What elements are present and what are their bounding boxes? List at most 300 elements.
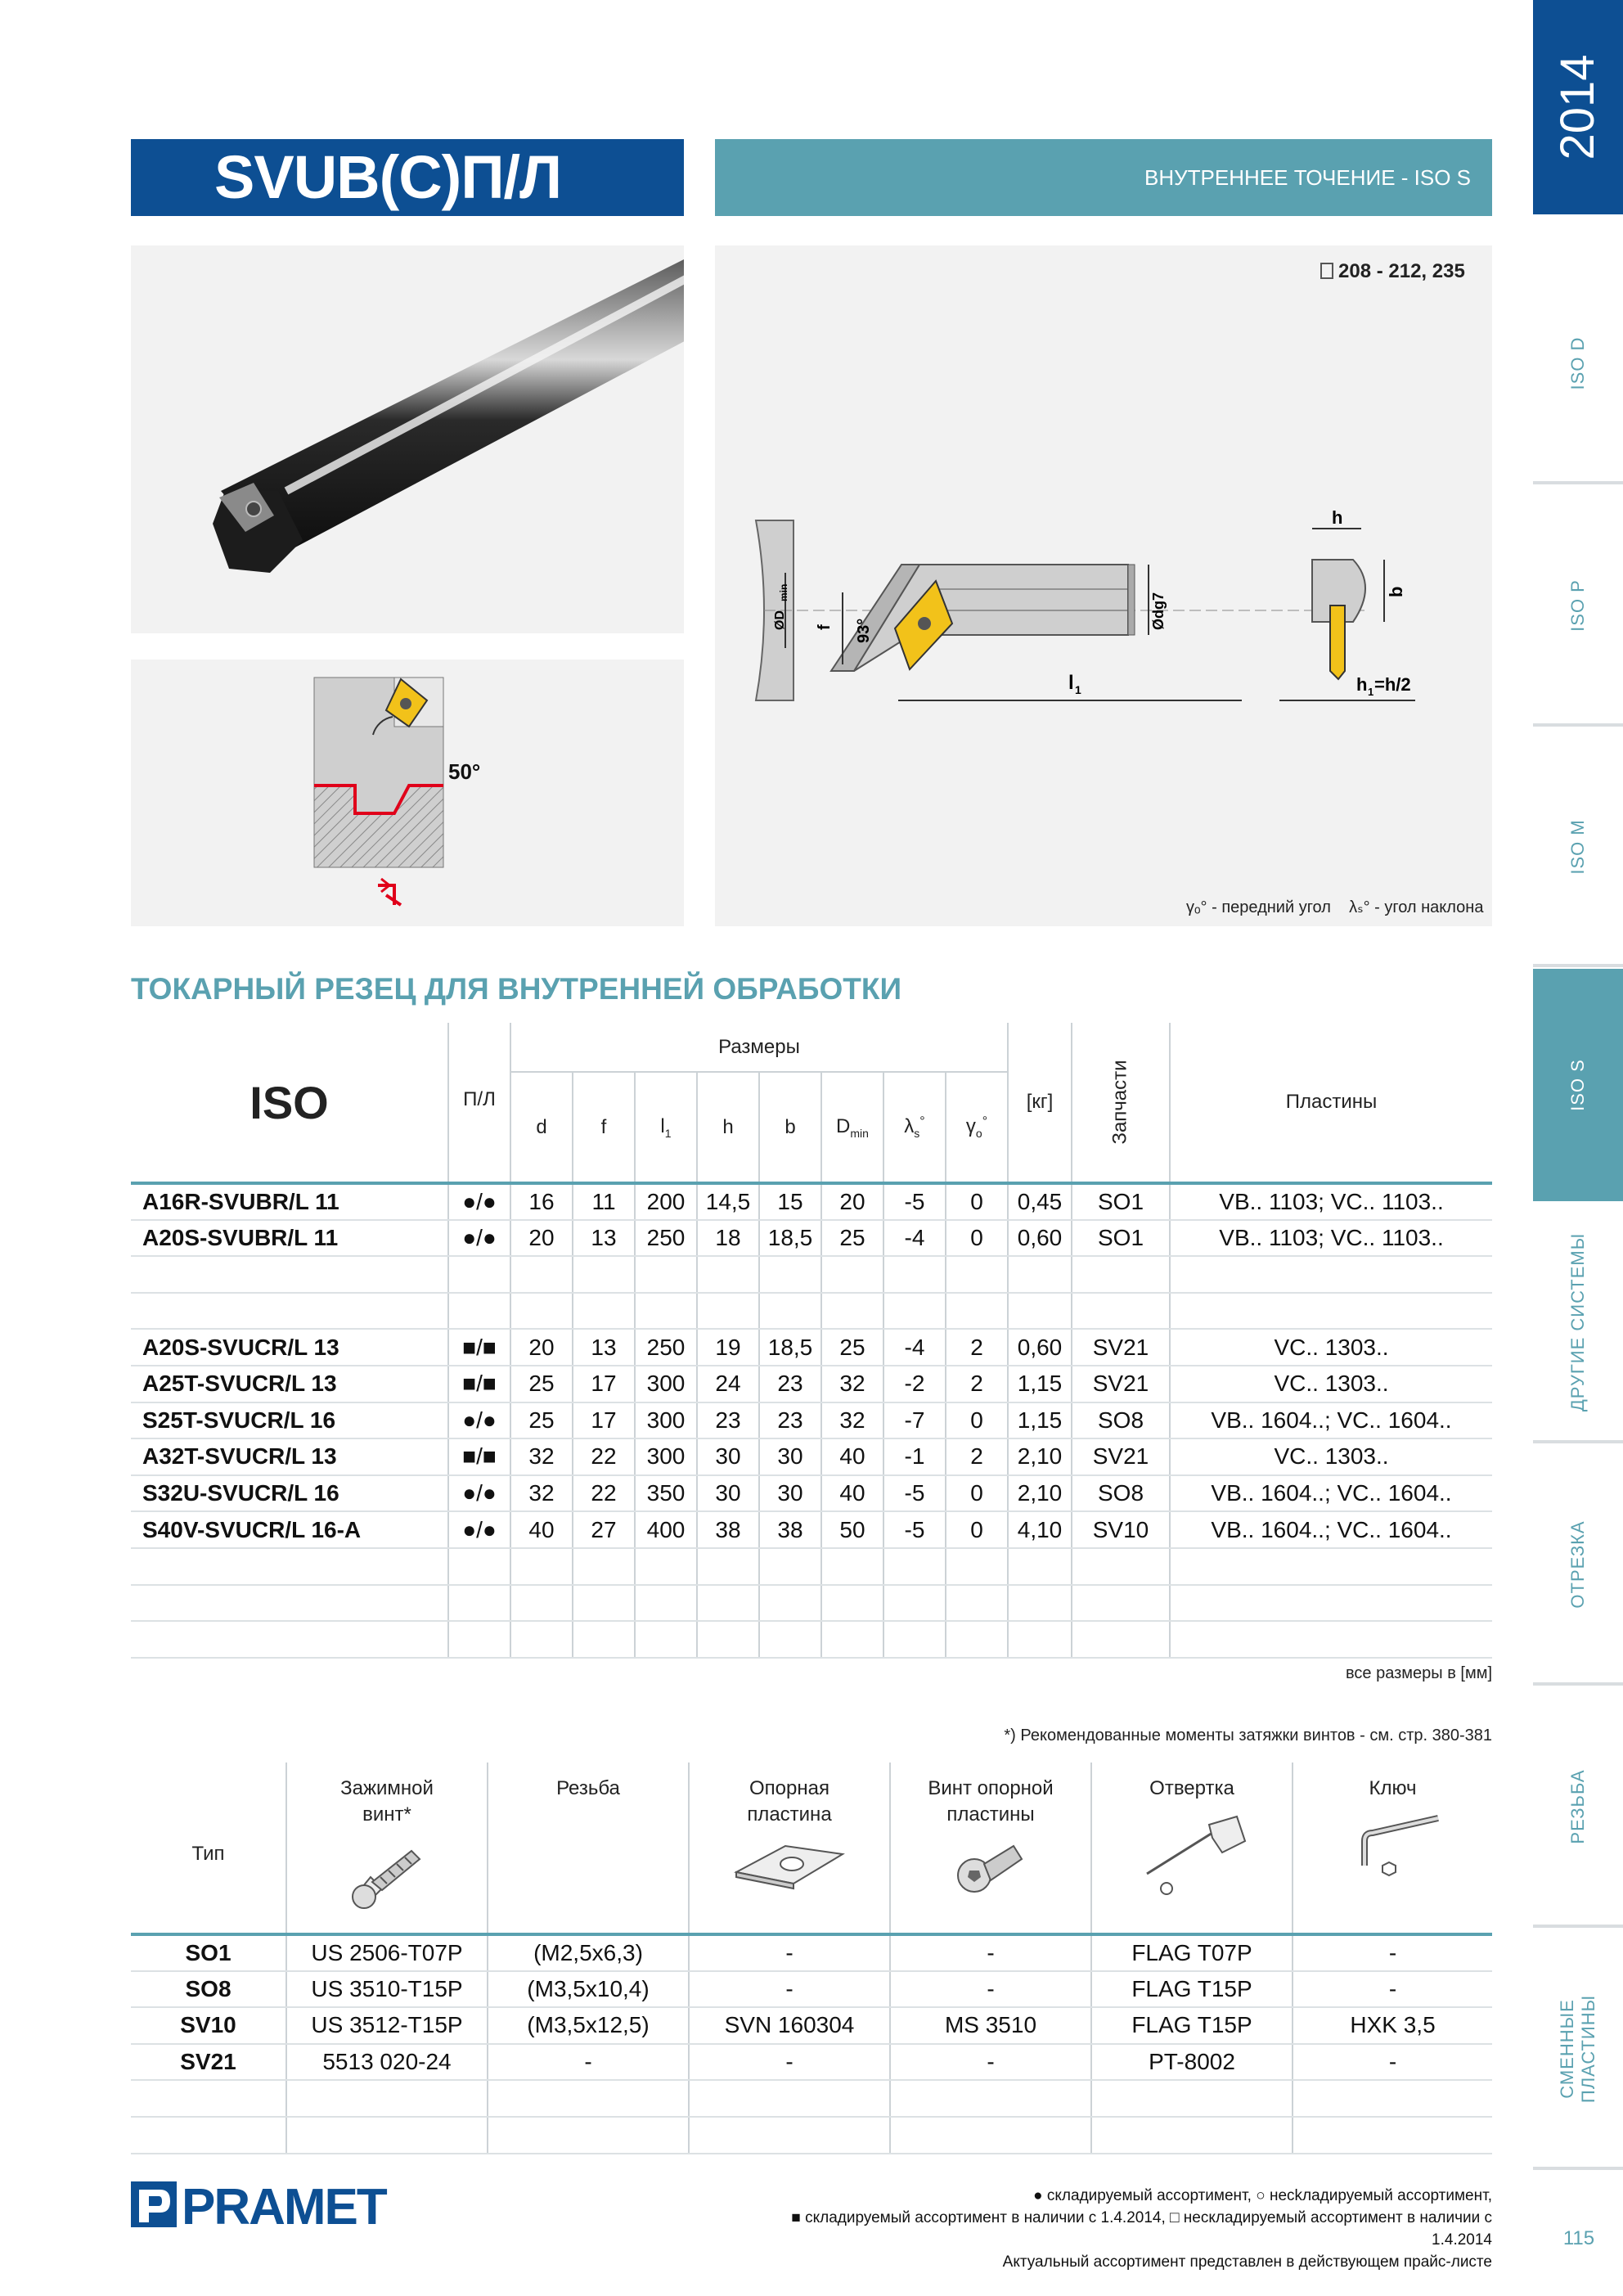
cell-key: HXK 3,5: [1293, 2007, 1492, 2044]
cell-code: A20S-SVUCR/L 13: [131, 1329, 448, 1366]
screw-icon: [338, 1835, 436, 1916]
cell-hand: ●/●: [448, 1220, 510, 1257]
cell-go: 2: [946, 1329, 1008, 1366]
col-lambda: $\lambda_s^\circ$: [883, 1072, 946, 1183]
cell-shim: -: [689, 2044, 890, 2081]
cell-d: 16: [510, 1183, 573, 1220]
cell-go: [946, 1256, 1008, 1293]
dim-h: h: [1332, 507, 1343, 528]
tab-iso-s[interactable]: [1533, 969, 1623, 1201]
table-row: [131, 1585, 1492, 1622]
cell-h: 24: [697, 1366, 759, 1402]
cell-d: 32: [510, 1438, 573, 1475]
cell-f: 13: [573, 1329, 635, 1366]
cell-shim: -: [689, 1971, 890, 2008]
machining-diagram: [131, 660, 684, 926]
cell-thread: [488, 2080, 689, 2117]
tab-label: ISO D: [1567, 336, 1588, 390]
cell-h: 30: [697, 1438, 759, 1475]
section-subtitle: ВНУТРЕННЕЕ ТОЧЕНИЕ - ISO S: [715, 139, 1492, 216]
cell-shim: [689, 2117, 890, 2154]
dim-h1: h: [1356, 674, 1368, 695]
cell-clamp: US 2506-T07P: [286, 1934, 488, 1971]
year-label: 2014: [1551, 54, 1604, 160]
cell-hand: [448, 1621, 510, 1658]
cell-inserts: [1170, 1585, 1492, 1622]
col-l1: $l_1$: [635, 1072, 697, 1183]
cell-key: -: [1293, 1971, 1492, 2008]
cell-kg: 2,10: [1008, 1438, 1072, 1475]
cell-thread: (M3,5x12,5): [488, 2007, 689, 2044]
spare-parts-table: [131, 1763, 1492, 2154]
tab-other-systems[interactable]: [1533, 1204, 1623, 1443]
cell-b: 23: [759, 1366, 821, 1402]
cell-key: -: [1293, 1934, 1492, 1971]
tab-parting[interactable]: [1533, 1447, 1623, 1686]
col-clamp-label: Зажимной винт*: [340, 1777, 434, 1826]
tab-label: СМЕННЫЕ ПЛАСТИНЫ: [1557, 1994, 1598, 2104]
cell-go: 0: [946, 1511, 1008, 1548]
col-iso: ISO: [131, 1023, 448, 1183]
cell-d: [510, 1548, 573, 1585]
cell-b: 15: [759, 1183, 821, 1220]
cell-driver: FLAG T15P: [1091, 2007, 1293, 2044]
cell-key: [1293, 2117, 1492, 2154]
cell-ls: -5: [883, 1511, 946, 1548]
cell-f: 22: [573, 1475, 635, 1512]
angle-legend: γₒ° - передний угол λₛ° - угол наклона: [1186, 898, 1484, 916]
angle-label: 50°: [448, 759, 481, 784]
table-row: [131, 1511, 1492, 1548]
cell-ls: -5: [883, 1183, 946, 1220]
cell-shim_screw: [890, 2080, 1091, 2117]
cell-go: 0: [946, 1475, 1008, 1512]
cell-clamp: US 3512-T15P: [286, 2007, 488, 2044]
cell-parts: SV21: [1072, 1438, 1170, 1475]
cell-d: 25: [510, 1366, 573, 1402]
tab-inserts[interactable]: [1533, 1931, 1623, 2170]
cell-b: [759, 1293, 821, 1330]
cell-ls: -5: [883, 1475, 946, 1512]
cell-parts: SV21: [1072, 1329, 1170, 1366]
dim-b: b: [1386, 586, 1406, 597]
cell-code: [131, 1585, 448, 1622]
cell-f: 17: [573, 1366, 635, 1402]
dim-f: f: [816, 624, 834, 630]
dim-h1-sub: 1: [1368, 686, 1374, 698]
cell-l1: 300: [635, 1366, 697, 1402]
units-note: все размеры в [мм]: [1346, 1664, 1492, 1682]
cell-parts: SV10: [1072, 1511, 1170, 1548]
cell-dmin: 40: [821, 1438, 883, 1475]
cell-go: 0: [946, 1183, 1008, 1220]
col-h: h: [697, 1072, 759, 1183]
cell-code: S40V-SVUCR/L 16-A: [131, 1511, 448, 1548]
cell-h: 23: [697, 1402, 759, 1439]
shim-screw-icon: [950, 1835, 1032, 1900]
cell-key: -: [1293, 2044, 1492, 2081]
cell-type: SV10: [131, 2007, 286, 2044]
col-driver: [1091, 1763, 1293, 1934]
table-row: [131, 1475, 1492, 1512]
cell-kg: 0,45: [1008, 1183, 1072, 1220]
cell-inserts: VC.. 1303..: [1170, 1438, 1492, 1475]
cell-f: [573, 1621, 635, 1658]
screwdriver-icon: [1131, 1808, 1253, 1898]
cell-f: 13: [573, 1220, 635, 1257]
page-title: SVUB(C)П/Л: [131, 139, 684, 216]
cell-shim: SVN 160304: [689, 2007, 890, 2044]
cell-inserts: VB.. 1604..; VC.. 1604..: [1170, 1402, 1492, 1439]
cell-hand: [448, 1256, 510, 1293]
cell-hand: ●/●: [448, 1402, 510, 1439]
cell-h: [697, 1293, 759, 1330]
cell-shim_screw: MS 3510: [890, 2007, 1091, 2044]
cell-b: [759, 1621, 821, 1658]
cell-parts: SO1: [1072, 1220, 1170, 1257]
cell-l1: [635, 1548, 697, 1585]
cell-ls: -1: [883, 1438, 946, 1475]
cell-thread: (M3,5x10,4): [488, 1971, 689, 2008]
cell-l1: 300: [635, 1402, 697, 1439]
cell-h: 19: [697, 1329, 759, 1366]
cell-f: 27: [573, 1511, 635, 1548]
cell-kg: [1008, 1548, 1072, 1585]
cell-inserts: [1170, 1621, 1492, 1658]
cell-key: [1293, 2080, 1492, 2117]
col-hand: П/Л: [448, 1023, 510, 1183]
legend-line-3: Актуальный ассортимент представлен в действующем прайс-листе: [1002, 2253, 1492, 2271]
cell-inserts: [1170, 1293, 1492, 1330]
tab-label: ISO S: [1567, 1059, 1588, 1111]
tab-iso-p[interactable]: [1533, 488, 1623, 727]
cell-thread: [488, 2117, 689, 2154]
col-dmin: $D_{min}$: [821, 1072, 883, 1183]
cell-parts: [1072, 1585, 1170, 1622]
cell-code: S32U-SVUCR/L 16: [131, 1475, 448, 1512]
cell-type: SO1: [131, 1934, 286, 1971]
cell-dmin: [821, 1293, 883, 1330]
cell-parts: SV21: [1072, 1366, 1170, 1402]
cell-clamp: [286, 2117, 488, 2154]
cell-parts: [1072, 1621, 1170, 1658]
cell-ls: [883, 1293, 946, 1330]
cell-code: A20S-SVUBR/L 11: [131, 1220, 448, 1257]
cell-f: 22: [573, 1438, 635, 1475]
cell-d: 25: [510, 1402, 573, 1439]
table-row: [131, 1548, 1492, 1585]
cell-ls: [883, 1548, 946, 1585]
cell-ls: [883, 1621, 946, 1658]
cell-ls: -2: [883, 1366, 946, 1402]
cell-h: 38: [697, 1511, 759, 1548]
cell-driver: FLAG T07P: [1091, 1934, 1293, 1971]
toolholder-table: [131, 1023, 1492, 1659]
logo-text: PRAMET: [182, 2179, 386, 2227]
cell-code: [131, 1621, 448, 1658]
cell-d: [510, 1585, 573, 1622]
cell-code: [131, 1293, 448, 1330]
cell-code: [131, 1256, 448, 1293]
cell-hand: [448, 1548, 510, 1585]
dim-l1: l: [1068, 672, 1074, 694]
cell-go: 0: [946, 1220, 1008, 1257]
footer-legend: [736, 2185, 1492, 2273]
cell-parts: SO8: [1072, 1475, 1170, 1512]
cell-driver: FLAG T15P: [1091, 1971, 1293, 2008]
col-shim-label: Опорная пластина: [747, 1777, 832, 1826]
col-key: [1293, 1763, 1492, 1934]
cell-b: 23: [759, 1402, 821, 1439]
cell-l1: 350: [635, 1475, 697, 1512]
cell-dmin: 20: [821, 1183, 883, 1220]
cell-driver: [1091, 2117, 1293, 2154]
tab-label: РЕЗЬБА: [1567, 1769, 1588, 1844]
cell-kg: 2,10: [1008, 1475, 1072, 1512]
dim-dmin: ØD: [773, 610, 787, 630]
table-row: [131, 1621, 1492, 1658]
cell-go: 0: [946, 1402, 1008, 1439]
cell-b: [759, 1548, 821, 1585]
tab-iso-d[interactable]: [1533, 245, 1623, 484]
cell-code: [131, 1548, 448, 1585]
cell-b: 18,5: [759, 1220, 821, 1257]
cell-code: A25T-SVUCR/L 13: [131, 1366, 448, 1402]
cell-l1: 300: [635, 1438, 697, 1475]
cell-f: [573, 1585, 635, 1622]
cell-shim_screw: [890, 2117, 1091, 2154]
cell-shim: -: [689, 1934, 890, 1971]
cell-parts: [1072, 1293, 1170, 1330]
cell-dmin: 32: [821, 1402, 883, 1439]
tool-photo: [131, 245, 684, 633]
dim-h1-rest: =h/2: [1374, 674, 1411, 695]
col-key-label: Ключ: [1369, 1777, 1417, 1799]
col-b: b: [759, 1072, 821, 1183]
cell-d: [510, 1256, 573, 1293]
cell-f: 17: [573, 1402, 635, 1439]
cell-code: S25T-SVUCR/L 16: [131, 1402, 448, 1439]
cell-inserts: VB.. 1604..; VC.. 1604..: [1170, 1511, 1492, 1548]
cell-inserts: VB.. 1604..; VC.. 1604..: [1170, 1475, 1492, 1512]
cell-kg: [1008, 1585, 1072, 1622]
cell-kg: 1,15: [1008, 1402, 1072, 1439]
cell-dmin: 40: [821, 1475, 883, 1512]
cell-type: SO8: [131, 1971, 286, 2008]
cell-kg: 1,15: [1008, 1366, 1072, 1402]
cell-l1: [635, 1621, 697, 1658]
cell-clamp: US 3510-T15P: [286, 1971, 488, 2008]
col-shim-screw-label: Винт опорной пластины: [928, 1777, 1054, 1826]
cell-l1: [635, 1585, 697, 1622]
cell-ls: [883, 1585, 946, 1622]
year-tab: [1533, 0, 1623, 214]
col-driver-label: Отвертка: [1149, 1777, 1234, 1799]
cell-ls: -4: [883, 1220, 946, 1257]
cell-thread: (M2,5x6,3): [488, 1934, 689, 1971]
col-d: d: [510, 1072, 573, 1183]
page-number: 115: [1562, 2227, 1595, 2249]
cell-go: [946, 1585, 1008, 1622]
cell-b: [759, 1585, 821, 1622]
parts-row: [131, 2080, 1492, 2117]
cell-code: A32T-SVUCR/L 13: [131, 1438, 448, 1475]
cell-shim: [689, 2080, 890, 2117]
cell-l1: 200: [635, 1183, 697, 1220]
cell-kg: 0,60: [1008, 1220, 1072, 1257]
cell-l1: 250: [635, 1220, 697, 1257]
table-row: [131, 1293, 1492, 1330]
cell-kg: [1008, 1256, 1072, 1293]
cell-inserts: VB.. 1103; VC.. 1103..: [1170, 1183, 1492, 1220]
pramet-logo: [131, 2178, 394, 2227]
table-row: [131, 1366, 1492, 1402]
cell-kg: [1008, 1293, 1072, 1330]
technical-drawing: [715, 245, 1492, 926]
col-shim: [689, 1763, 890, 1934]
cell-go: 2: [946, 1438, 1008, 1475]
hex-key-icon: [1332, 1808, 1454, 1890]
cell-dmin: [821, 1256, 883, 1293]
cell-b: [759, 1256, 821, 1293]
cell-driver: [1091, 2080, 1293, 2117]
legend-line-2: ■ складируемый ассортимент в наличии с 1.4.2014, □ нескладируемый ассортимент в наличии с 1.4.2014: [791, 2209, 1492, 2249]
cell-inserts: [1170, 1256, 1492, 1293]
cell-l1: 250: [635, 1329, 697, 1366]
cell-go: [946, 1621, 1008, 1658]
cell-hand: ●/●: [448, 1475, 510, 1512]
table-row: [131, 1402, 1492, 1439]
cell-l1: [635, 1256, 697, 1293]
cell-h: [697, 1585, 759, 1622]
document-icon: [1320, 263, 1333, 279]
col-type: Тип: [131, 1763, 286, 1934]
cell-inserts: VC.. 1303..: [1170, 1366, 1492, 1402]
tab-label: ДРУГИЕ СИСТЕМЫ: [1567, 1232, 1588, 1412]
cell-hand: [448, 1293, 510, 1330]
cell-f: [573, 1293, 635, 1330]
cell-go: [946, 1548, 1008, 1585]
col-parts: [1072, 1023, 1170, 1183]
dim-l1-sub: 1: [1075, 683, 1081, 696]
col-shim-screw: [890, 1763, 1091, 1934]
table-row: [131, 1220, 1492, 1257]
cell-parts: SO8: [1072, 1402, 1170, 1439]
parts-row: [131, 1971, 1492, 2008]
cell-kg: 0,60: [1008, 1329, 1072, 1366]
cell-f: [573, 1256, 635, 1293]
cell-hand: ●/●: [448, 1183, 510, 1220]
cell-ls: -7: [883, 1402, 946, 1439]
cell-d: 20: [510, 1329, 573, 1366]
cell-h: 14,5: [697, 1183, 759, 1220]
col-clamp-screw: [286, 1763, 488, 1934]
cell-ls: -4: [883, 1329, 946, 1366]
table-row: [131, 1183, 1492, 1220]
parts-row: [131, 1934, 1492, 1971]
cell-dmin: [821, 1585, 883, 1622]
cell-b: 18,5: [759, 1329, 821, 1366]
table-row: [131, 1329, 1492, 1366]
cell-d: 20: [510, 1220, 573, 1257]
dim-dmin-sub: min: [778, 583, 789, 601]
col-f: f: [573, 1072, 635, 1183]
feed-direction-icon: [378, 879, 401, 905]
tab-iso-m[interactable]: [1533, 730, 1623, 967]
section-sidebar: [1533, 0, 1623, 2296]
cell-driver: PT-8002: [1091, 2044, 1293, 2081]
cell-hand: ●/●: [448, 1511, 510, 1548]
cell-code: A16R-SVUBR/L 11: [131, 1183, 448, 1220]
tab-threading[interactable]: [1533, 1689, 1623, 1928]
dim-angle: 93°: [855, 618, 873, 643]
cell-f: [573, 1548, 635, 1585]
section-heading: ТОКАРНЫЙ РЕЗЕЦ ДЛЯ ВНУТРЕННЕЙ ОБРАБОТКИ: [131, 972, 902, 1006]
cell-ls: [883, 1256, 946, 1293]
cell-b: 30: [759, 1475, 821, 1512]
col-thread: Резьба: [488, 1763, 689, 1934]
cell-kg: 4,10: [1008, 1511, 1072, 1548]
col-kg: [кг]: [1008, 1023, 1072, 1183]
cell-type: [131, 2117, 286, 2154]
cell-thread: -: [488, 2044, 689, 2081]
cell-hand: ■/■: [448, 1366, 510, 1402]
cell-h: 18: [697, 1220, 759, 1257]
cell-h: [697, 1256, 759, 1293]
cell-h: 30: [697, 1475, 759, 1512]
dim-dg7: Ødg7: [1150, 592, 1167, 630]
cell-dmin: 25: [821, 1220, 883, 1257]
cell-d: 40: [510, 1511, 573, 1548]
cell-inserts: VC.. 1303..: [1170, 1329, 1492, 1366]
cell-hand: ■/■: [448, 1438, 510, 1475]
cell-go: [946, 1293, 1008, 1330]
cell-parts: [1072, 1256, 1170, 1293]
col-inserts: Пластины: [1170, 1023, 1492, 1183]
col-dims: Размеры: [510, 1023, 1008, 1072]
cell-dmin: 25: [821, 1329, 883, 1366]
page-ref-text: 208 - 212, 235: [1338, 260, 1465, 282]
cell-d: 32: [510, 1475, 573, 1512]
torque-note: *) Рекомендованные моменты затяжки винтов - см. стр. 380-381: [1004, 1727, 1492, 1745]
parts-row: [131, 2044, 1492, 2081]
cell-d: [510, 1293, 573, 1330]
parts-row: [131, 2007, 1492, 2044]
cell-l1: [635, 1293, 697, 1330]
cell-inserts: VB.. 1103; VC.. 1103..: [1170, 1220, 1492, 1257]
cell-clamp: [286, 2080, 488, 2117]
cell-hand: [448, 1585, 510, 1622]
cell-type: [131, 2080, 286, 2117]
tab-label: ISO P: [1567, 579, 1588, 632]
cell-dmin: 32: [821, 1366, 883, 1402]
cell-shim_screw: -: [890, 1934, 1091, 1971]
cell-clamp: 5513 020-24: [286, 2044, 488, 2081]
cell-shim_screw: -: [890, 1971, 1091, 2008]
cell-dmin: 50: [821, 1511, 883, 1548]
cell-d: [510, 1621, 573, 1658]
cell-inserts: [1170, 1548, 1492, 1585]
col-gamma: $\gamma_o^\circ$: [946, 1072, 1008, 1183]
cell-dmin: [821, 1621, 883, 1658]
cell-type: SV21: [131, 2044, 286, 2081]
cell-dmin: [821, 1548, 883, 1585]
page-reference: [1320, 260, 1465, 283]
tab-label: ISO M: [1567, 819, 1588, 875]
table-row: [131, 1438, 1492, 1475]
cell-parts: SO1: [1072, 1183, 1170, 1220]
table-row: [131, 1256, 1492, 1293]
